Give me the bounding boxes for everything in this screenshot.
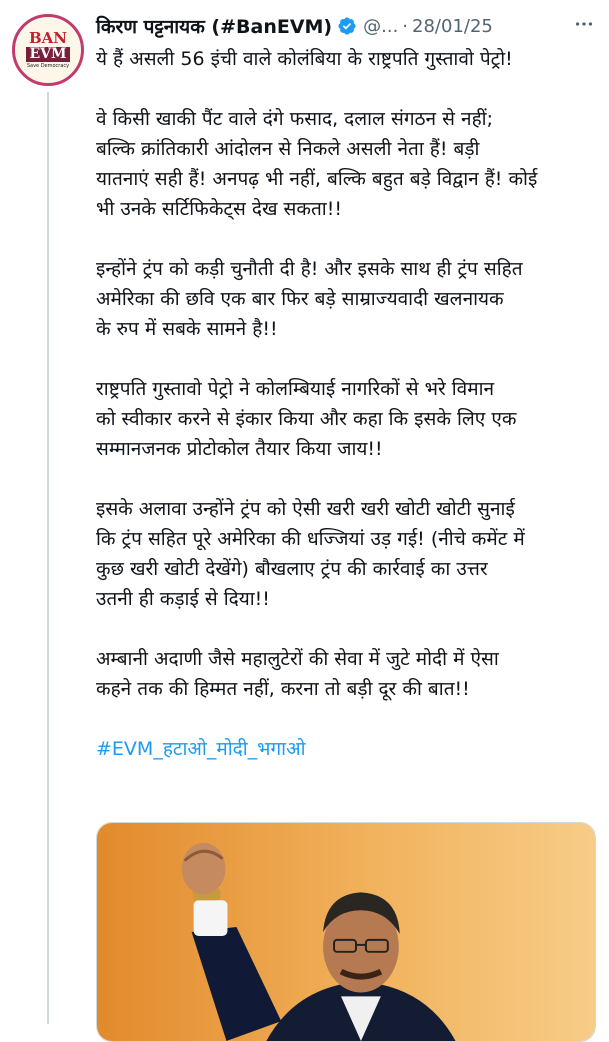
author-handle[interactable]: @... bbox=[363, 15, 399, 37]
author-display-name[interactable]: किरण पट्टनायक (#BanEVM) bbox=[96, 16, 333, 38]
thread-line bbox=[47, 92, 49, 1024]
tweet-header bbox=[96, 12, 595, 40]
avatar-text-evm: EVM bbox=[26, 47, 69, 62]
hashtag-link[interactable]: #EVM_हटाओ_मोदी_भगाओ bbox=[96, 738, 306, 760]
tweet-media-image[interactable] bbox=[96, 822, 596, 1042]
tweet-paragraph: इन्होंने ट्रंप को कड़ी चुनौती दी है! और इसके साथ ही ट्रंप सहित अमेरिका की छवि एक बार फिर बड़े साम्राज्यवादी खलनायक के रुप में सबके सामने है!! bbox=[96, 258, 523, 340]
tweet-paragraph: ये हैं असली 56 इंची वाले कोलंबिया के राष्ट्रपति गुस्तावो पेट्रो! bbox=[96, 48, 513, 70]
tweet-paragraph: अम्बानी अदाणी जैसे महालुटेरों की सेवा में जुटे मोदी में ऐसा कहने तक की हिम्मत नहीं, करना तो बड़ी दूर की बात!! bbox=[96, 648, 499, 700]
author-avatar[interactable] bbox=[12, 14, 84, 86]
photo-president-raised-fist bbox=[97, 823, 595, 1041]
header-separator: · bbox=[402, 15, 409, 37]
tweet-date[interactable]: 28/01/25 bbox=[412, 15, 493, 37]
tweet-paragraph: इसके अलावा उन्होंने ट्रंप को ऐसी खरी खरी खोटी खोटी सुनाई कि ट्रंप सहित पूरे अमेरिका की धज्जियां उड़ गई! (नीचे कमेंट में कुछ खरी खोटी देखेंगे) बौखलाए ट्रंप की कार्रवाई का उत्तर उतनी ही कड़ाई से दिया!! bbox=[96, 498, 525, 610]
tweet-paragraph: राष्ट्रपति गुस्तावो पेट्रो ने कोलम्बियाई नागरिकों से भरे विमान को स्वीकार करने से इंकार किया और कहा कि इसके लिए एक सम्मानजनक प्रोटोकोल तैयार किया जाय!! bbox=[96, 378, 517, 460]
tweet-text bbox=[96, 44, 601, 794]
avatar-text-ban: BAN bbox=[28, 29, 68, 47]
avatar-text-subtitle: Save Democracy bbox=[26, 63, 70, 69]
more-options-icon[interactable] bbox=[573, 13, 595, 40]
verified-badge-icon bbox=[337, 16, 357, 36]
tweet-paragraph: वे किसी खाकी पैंट वाले दंगे फसाद, दलाल संगठन से नहीं; बल्कि क्रांतिकारी आंदोलन से निकले असली नेता हैं! बड़ी यातनाएं सही हैं! अनपढ़ भी नहीं, बल्कि बहुत बड़े विद्वान हैं! कोई भी उनके सर्टिफिकेट्स देख सकता!! bbox=[96, 108, 538, 220]
